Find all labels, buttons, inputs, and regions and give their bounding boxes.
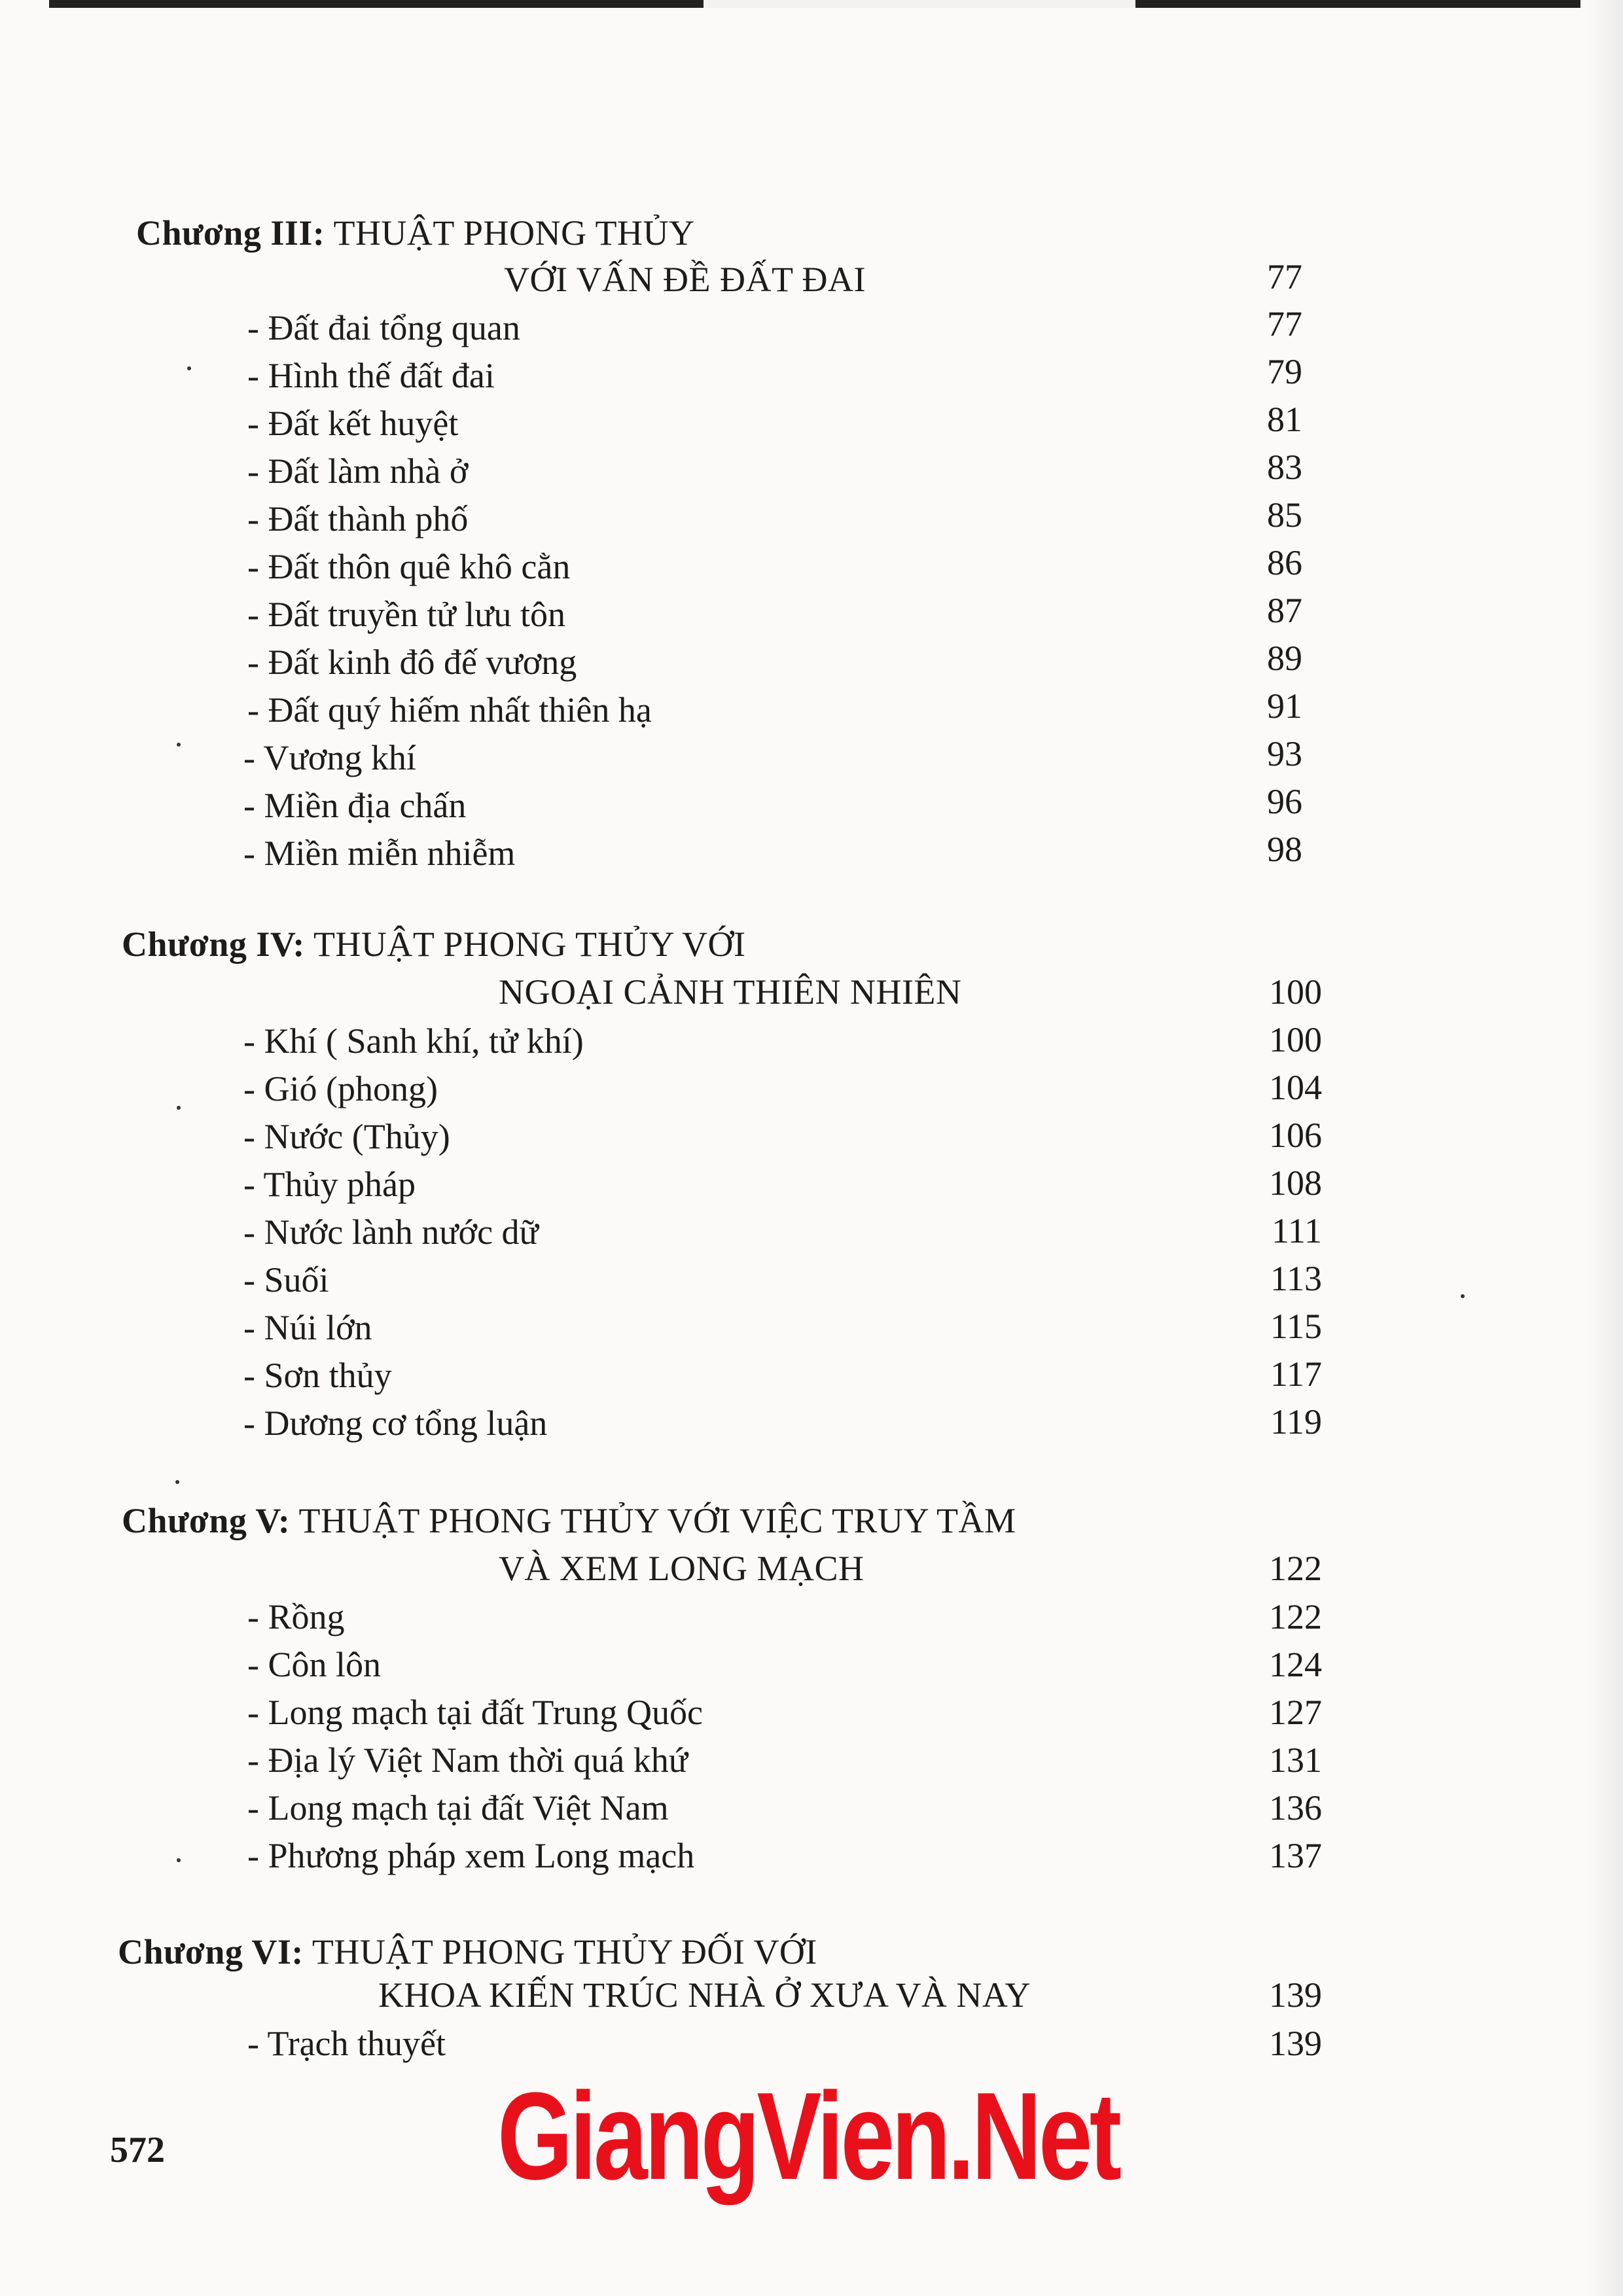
toc-entry: - Hình thế đất đai	[247, 356, 495, 395]
toc-page: 136	[1269, 1788, 1322, 1828]
toc-entry: - Đất đai tổng quan	[247, 308, 520, 347]
toc-page: 139	[1269, 2024, 1322, 2063]
toc-page: 127	[1269, 1693, 1322, 1732]
toc-entry: - Phương pháp xem Long mạch	[247, 1836, 695, 1875]
toc-entry: - Đất thôn quê khô cằn	[247, 547, 571, 586]
toc-entry: - Gió (phong)	[243, 1069, 438, 1108]
toc-entry: - Rồng	[247, 1597, 345, 1636]
scan-speck	[187, 366, 191, 370]
toc-entry: - Long mạch tại đất Việt Nam	[247, 1788, 669, 1828]
toc-entry: - Đất kinh đô đế vương	[247, 643, 577, 682]
toc-entry: - Đất kết huyệt	[247, 404, 459, 443]
toc-page: 131	[1269, 1740, 1322, 1780]
toc-page: 87	[1267, 591, 1302, 630]
toc-page: 119	[1270, 1402, 1322, 1441]
scan-speck	[177, 743, 181, 747]
scan-speck	[177, 1858, 181, 1862]
toc-entry: - Núi lớn	[243, 1308, 372, 1347]
chapter-3-heading: Chương III: THUẬT PHONG THỦY	[136, 213, 695, 253]
chapter-6-subtitle: KHOA KIẾN TRÚC NHÀ Ở XƯA VÀ NAY	[378, 1975, 1031, 2015]
toc-page: 111	[1272, 1211, 1322, 1250]
toc-entry: - Côn lôn	[247, 1645, 382, 1684]
toc-entry: - Khí ( Sanh khí, tử khí)	[243, 1021, 584, 1061]
toc-page: 85	[1267, 495, 1302, 535]
toc-page: 106	[1269, 1116, 1322, 1155]
toc-entry: - Suối	[243, 1260, 329, 1299]
chapter-6-page: 139	[1269, 1975, 1322, 2015]
toc-page: 113	[1270, 1259, 1322, 1298]
chapter-4-heading: Chương IV: THUẬT PHONG THỦY VỚI	[122, 925, 746, 964]
toc-entry: - Đất thành phố	[247, 499, 469, 539]
toc-entry: - Miền địa chấn	[243, 786, 467, 825]
watermark-logo: GiangVien.Net	[497, 2067, 1119, 2206]
toc-page: 98	[1267, 830, 1302, 869]
toc-page: 81	[1267, 400, 1302, 439]
toc-entry: - Nước lành nước dữ	[243, 1212, 539, 1252]
toc-page: 115	[1270, 1307, 1322, 1346]
toc-page: 96	[1267, 782, 1302, 821]
chapter-3-page: 77	[1267, 257, 1302, 296]
page-number: 572	[110, 2130, 165, 2170]
toc-entry: - Đất quý hiếm nhất thiên hạ	[247, 690, 652, 730]
toc-page: 104	[1269, 1068, 1322, 1107]
chapter-3-subtitle: VỚI VẤN ĐỀ ĐẤT ĐAI	[504, 260, 866, 299]
toc-page: 124	[1269, 1645, 1322, 1684]
toc-entry: - Dương cơ tổng luận	[243, 1404, 548, 1443]
chapter-5-subtitle: VÀ XEM LONG MẠCH	[499, 1549, 865, 1588]
toc-page: 89	[1267, 639, 1302, 678]
chapter-5-page: 122	[1269, 1549, 1322, 1588]
toc-entry: - Miền miễn nhiễm	[243, 834, 516, 873]
toc-entry: - Nước (Thủy)	[243, 1117, 450, 1156]
toc-entry: - Đất làm nhà ở	[247, 451, 469, 491]
toc-page: 83	[1267, 448, 1302, 487]
toc-page: 77	[1267, 304, 1302, 344]
toc-entry: - Trạch thuyết	[247, 2024, 446, 2063]
toc-page: 93	[1267, 734, 1302, 773]
toc-entry: - Long mạch tại đất Trung Quốc	[247, 1693, 703, 1732]
scan-speck	[1461, 1294, 1465, 1298]
toc-entry: - Sơn thủy	[243, 1356, 392, 1395]
toc-page: 108	[1269, 1163, 1322, 1203]
toc-entry: - Thủy pháp	[243, 1165, 416, 1204]
scan-speck	[175, 1480, 179, 1484]
toc-page: 91	[1267, 686, 1302, 726]
toc-page: 137	[1269, 1836, 1322, 1875]
scan-speck	[177, 1106, 181, 1110]
toc-entry: - Vương khí	[243, 738, 416, 777]
toc-page: 117	[1270, 1354, 1322, 1394]
toc-page: 100	[1269, 1020, 1322, 1059]
chapter-6-heading: Chương VI: THUẬT PHONG THỦY ĐỐI VỚI	[118, 1932, 817, 1971]
chapter-4-page: 100	[1269, 972, 1322, 1012]
chapter-4-subtitle: NGOẠI CẢNH THIÊN NHIÊN	[499, 972, 962, 1012]
toc-page: 79	[1267, 352, 1302, 391]
toc-entry: - Đất truyền tử lưu tôn	[247, 595, 565, 634]
toc-page: 122	[1269, 1597, 1322, 1636]
toc-page: 86	[1267, 543, 1302, 582]
chapter-5-heading: Chương V: THUẬT PHONG THỦY VỚI VIỆC TRUY TẦM	[122, 1501, 1016, 1540]
toc-entry: - Địa lý Việt Nam thời quá khứ	[247, 1740, 688, 1780]
